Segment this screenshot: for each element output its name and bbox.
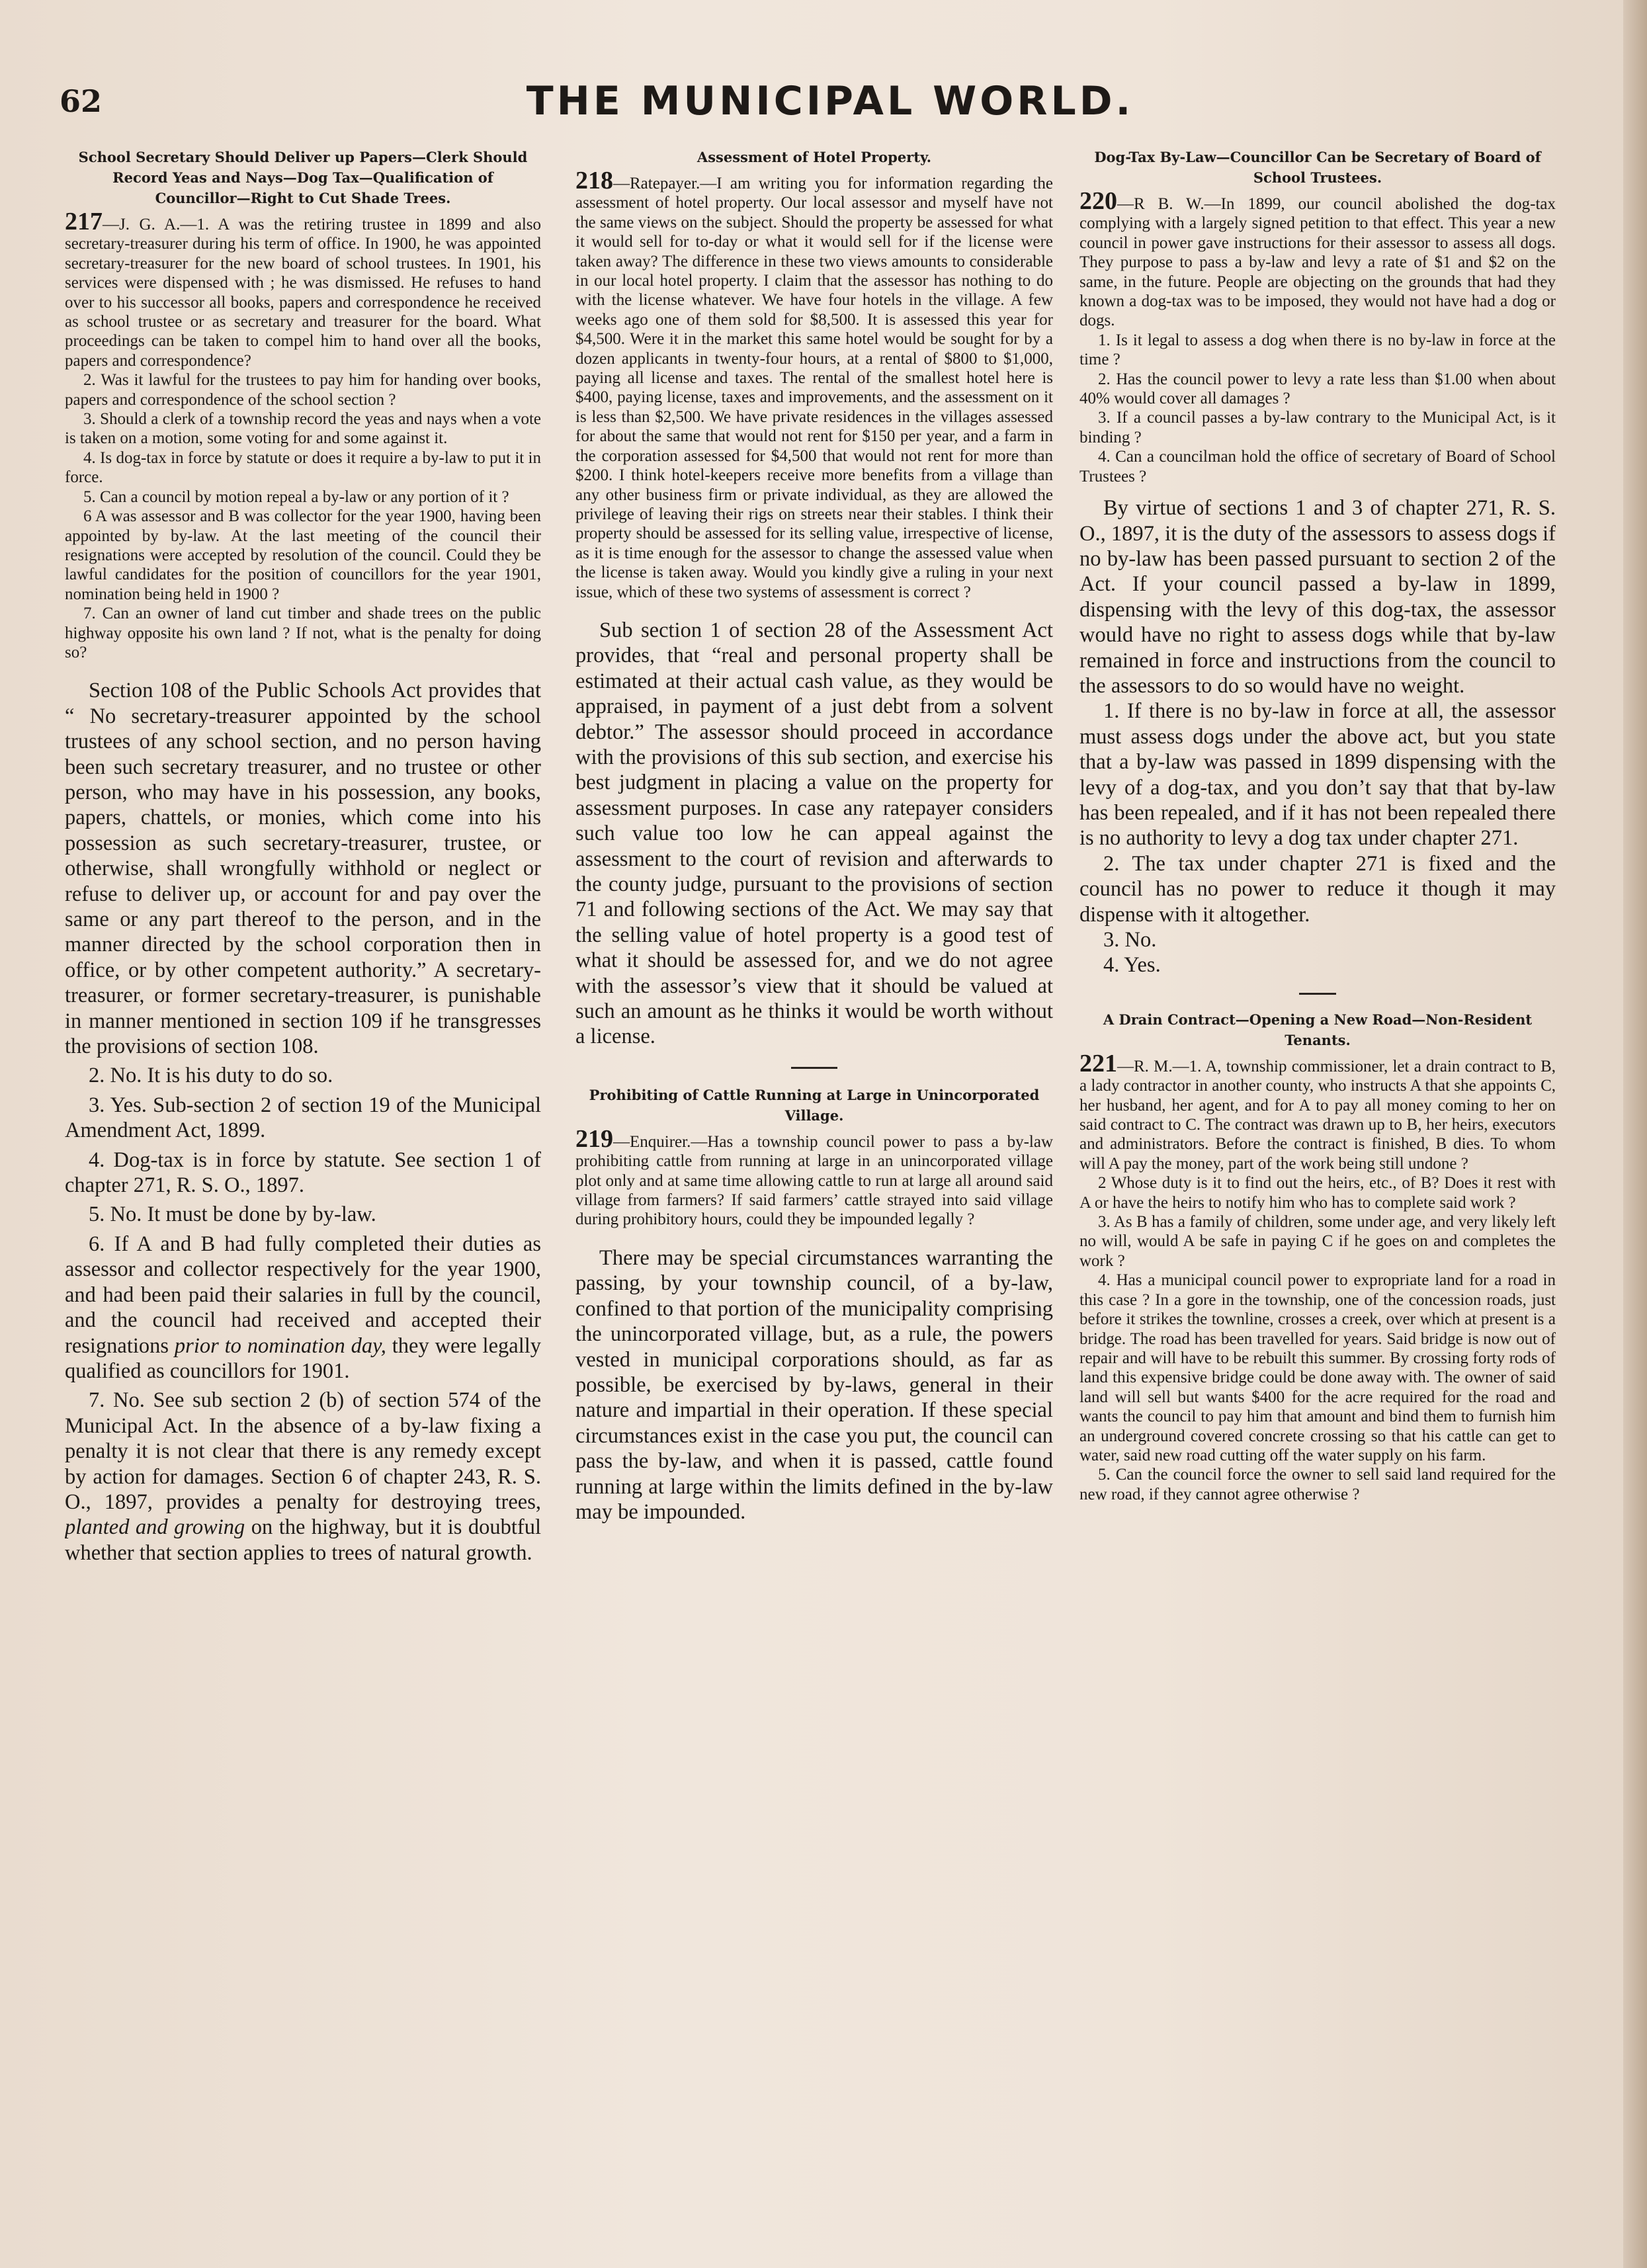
- answer-paragraph: 6. If A and B had fully completed their duties as assessor and collector respectively for the year 1900, and had been paid their salaries in full by the council, and the council had received and accepted their resignations prior to nomination day, they were legally qualified as councillors for 1901.: [65, 1232, 541, 1383]
- question-paragraph: 219—Enquirer.—Has a township council power to pass a by-law prohibiting cattle from running at large in an unincorporated village plot only and at same time allowing cattle to run at large all around said village from farmers? If said farmers’ cattle strayed into said village during prohibitory hours, could they be impounded legally ?: [575, 1124, 1053, 1229]
- question-paragraph: 2. Has the council power to levy a rate less than $1.00 when about 40% would cover all damages ?: [1079, 370, 1556, 408]
- question-paragraph: 6 A was assessor and B was collector for the year 1900, having been appointed by by-law. At the last meeting of the council their resignations were accepted by resolution of the council. Could they be lawful candidates for the position of councillors for the year 1901, nomination being held in 1900 ?: [65, 507, 541, 603]
- question-paragraph: 5. Can the council force the owner to sell said land required for the new road, if they cannot agree otherwise ?: [1079, 1466, 1556, 1503]
- question-number: 219: [575, 1124, 613, 1153]
- emphasis-text: prior to nomination day,: [174, 1333, 386, 1358]
- question-paragraph: 3. If a council passes a by-law contrary to the Municipal Act, is it binding ?: [1079, 409, 1556, 446]
- journal-title: THE MUNICIPAL WORLD.: [526, 78, 1134, 124]
- article-heading: A Drain Contract—Opening a New Road—Non-Resident Tenants.: [1103, 1011, 1533, 1048]
- question-paragraph: 2. Was it lawful for the trustees to pay him for handing over books, papers and correspondence of the school section ?: [65, 371, 541, 409]
- answer-paragraph: 7. No. See sub section 2 (b) of section 574 of the Municipal Act. In the absence of a by-law fixing a penalty it is not clear that there is any remedy except by action for damages. Section 6 of chapter 243, R. S. O., 1897, provides a penalty for destroying trees, planted and growing on the highway, but it is doubtful whether that section applies to trees of natural growth.: [65, 1388, 541, 1565]
- question-number: 217: [65, 208, 103, 235]
- column-1: [65, 147, 541, 1566]
- column-2: [575, 147, 1053, 1525]
- answer-paragraph: Sub section 1 of section 28 of the Assessment Act provides, that “real and personal property shall be estimated at their actual cash value, as they would be appraised, in payment of a just debt from a solvent debtor.” The assessor should proceed in accordance with the provisions of this sub section, and exercise his best judgment in placing a value on the property for assessment purposes. In case any ratepayer considers such value too low he can appeal against the assessment to the court of revision and afterwards to the county judge, pursuant to the provisions of section 71 and following sections of the Act. We may say that the selling value of hotel property is a good test of what it should be assessed for, and we do not agree with the assessor’s view that it should be valued at such an amount as he thinks it would be worth without a license.: [575, 618, 1053, 1049]
- question-number: 218: [575, 167, 613, 194]
- question-paragraph: 4. Can a councilman hold the office of secretary of Board of School Trustees ?: [1079, 448, 1556, 485]
- question-paragraph: 5. Can a council by motion repeal a by-law or any portion of it ?: [83, 487, 509, 506]
- answer-paragraph: 3. Yes. Sub-section 2 of section 19 of the Municipal Amendment Act, 1899.: [65, 1093, 541, 1143]
- column-3: [1079, 147, 1556, 1504]
- article-heading: Dog-Tax By-Law—Councillor Can be Secretary of Board of School Trustees.: [1094, 149, 1541, 186]
- answer-paragraph: 5. No. It must be done by by-law.: [89, 1202, 376, 1227]
- question-paragraph: 220—R B. W.—In 1899, our council abolished the dog-tax complying with a largely signed petition to that effect. This year a new council in power gave instructions for their assessor to assess all dogs. They purpose to pass a by-law and levy a rate of $1 and $2 on the same, in the future. People are objecting on the grounds that had they known a dog-tax was to be imposed, they would not have had a dog or dogs.: [1079, 187, 1556, 330]
- section-divider: [1299, 993, 1336, 995]
- answer-paragraph: 2. No. It is his duty to do so.: [89, 1064, 333, 1088]
- question-number: 221: [1079, 1049, 1117, 1077]
- article-heading: Prohibiting of Cattle Running at Large in Unincorporated Village.: [589, 1086, 1040, 1124]
- answer-paragraph: 1. If there is no by-law in force at all, the assessor must assess dogs under the above act, but you state that a by-law was passed in 1899 dispensing with the levy of a dog-tax, and you don’t say that that by-law has been repealed, and if it has not been repealed there is no authority to levy a dog tax under chapter 271.: [1079, 699, 1556, 851]
- question-paragraph: 217—J. G. A.—1. A was the retiring trustee in 1899 and also secretary-treasurer during his term of office. In 1900, he was appointed secretary-treasurer for the new board of school trustees. In 1901, his services were dispensed with ; he was dismissed. He refuses to hand over to his successor all books, papers and correspondence he received as school trustee or as secretary and treasurer for the board. What proceedings can be taken to compel him to hand over all the books, papers and correspondence?: [65, 208, 541, 370]
- question-paragraph: 4. Has a municipal council power to expropriate land for a road in this case ? In a gore in the township, one of the concession roads, just before it strikes the townline, crosses a creek, over which at present is a bridge. The road has been travelled for years. Said bridge is now out of repair and will have to be rebuilt this summer. By crossing forty rods of land this expensive bridge could be done away with. The owner of said land will sell but wants $400 for the acre required for the road and wants the council to pay him that amount and bind them to furnish him an underground covered concrete crossing so that his cattle can get to water, said new road cutting off the water supply on his farm.: [1079, 1271, 1556, 1464]
- answer-paragraph: 4. Dog-tax is in force by statute. See section 1 of chapter 271, R. S. O., 1897.: [65, 1148, 541, 1198]
- page-edge-shadow: [1623, 0, 1647, 2268]
- answer-paragraph: By virtue of sections 1 and 3 of chapter 271, R. S. O., 1897, it is the duty of the assessors to assess dogs if no by-law has been passed pursuant to section 2 of the Act. If your council passed a by-law in 1899, dispensing with the levy of this dog-tax, the assessor would have no right to assess dogs while that by-law remained in force and instructions from the council to the assessors to do so would have no weight.: [1079, 496, 1556, 698]
- question-paragraph: 221—R. M.—1. A, township commissioner, let a drain contract to B, a lady contractor in another county, who instructs A that she appoints C, her husband, her agent, and for A to pay all money coming to her on said contract to C. The contract was drawn up to B, her heirs, executors and administrators. Before the contract is finished, B dies. To whom will A pay the money, part of the work being still undone ?: [1079, 1049, 1556, 1173]
- article-heading: Assessment of Hotel Property.: [697, 149, 932, 165]
- answer-paragraph: Section 108 of the Public Schools Act provides that “ No secretary-treasurer appointed by the school trustees of any school section, and no person having been such secretary treasurer, and no trustee or other person, who may have in his possession, any books, papers, chattels, or monies, which come into his possession as such secretary-treasurer, trustee, or otherwise, shall wrongfully withhold or neglect or refuse to deliver up, or account for and pay over the same or any part thereof to the person, and in the manner directed by the school corporation then in office, or by other competent authority.” A secretary-treasurer, or former secretary-treasurer, is punishable in manner mentioned in section 109 if he transgresses the provisions of section 108.: [65, 679, 541, 1059]
- section-divider: [791, 1067, 837, 1069]
- answer-paragraph: There may be special circumstances warranting the passing, by your township council, of a by-law, confined to that portion of the municipality comprising the unincorporated village, but, as a rule, the powers vested in municipal corporations should, as far as possible, be exercised by by-laws, general in their nature and impartial in their operation. If these special circumstances exist in the case you put, the council can pass the by-law, and when it is passed, cattle found running at large within the limits defined in the by-law may be impounded.: [575, 1245, 1053, 1524]
- answer-paragraph: 4. Yes.: [1103, 953, 1161, 978]
- question-paragraph: 218—Ratepayer.—I am writing you for information regarding the assessment of hotel property. Our local assessor and myself have not the same views on the subject. Should the property be assessed for what it would sell for to-day or what it would sell for if the license were taken away? The difference in these two views amounts to considerable in our local hotel property. I claim that the assessor has nothing to do with the license whatever. We have four hotels in the village. A few weeks ago one of them sold for $8,500. It is assessed this year for $4,500. Were it in the market this same hotel would be sought for by a dozen applicants in twenty-four hours, at a rental of $800 to $1,000, paying all license and taxes. The rental of the smallest hotel here is $400, paying license, taxes and improvements, and the assessment on it is less than $2,500. We have private residences in the villages assessed for about the same that would not rent for $150 per year, and a farm in the corporation assessed for $4,500 that would not rent for more than $200. I think hotel-keepers receive more benefits from a village than any other business firm or private individual, as they are allowed the privilege of leaving their rigs on streets near their stables. I think their property should be assessed for its selling value, irrespective of license, as it is time enough for the assessor to change the assessed value when the license is taken away. Would you kindly give a ruling in your next issue, which of these two systems of assessment is correct ?: [575, 167, 1053, 601]
- page-number: 62: [60, 83, 103, 119]
- question-number: 220: [1079, 187, 1117, 215]
- article-heading: School Secretary Should Deliver up Papers—Clerk Should Record Yeas and Nays—Dog Tax—Qualification of Councillor—Right to Cut Shade Trees.: [78, 149, 528, 206]
- emphasis-text: planted and growing: [65, 1515, 245, 1540]
- question-paragraph: 2 Whose duty is it to find out the heirs, etc., of B? Does it rest with A or have the heirs to notify him who has to complete said work ?: [1079, 1174, 1556, 1212]
- question-paragraph: 3. As B has a family of children, some under age, and very likely left no will, would A be safe in paying C if he goes on and completes the work ?: [1079, 1213, 1556, 1270]
- question-paragraph: 7. Can an owner of land cut timber and shade trees on the public highway opposite his own land ? If not, what is the penalty for doing so?: [65, 605, 541, 661]
- answer-paragraph: 3. No.: [1103, 928, 1157, 952]
- question-paragraph: 1. Is it legal to assess a dog when there is no by-law in force at the time ?: [1079, 331, 1556, 369]
- question-paragraph: 3. Should a clerk of a township record the yeas and nays when a vote is taken on a motion, some voting for and some against it.: [65, 410, 541, 448]
- question-paragraph: 4. Is dog-tax in force by statute or does it require a by-law to put it in force.: [65, 448, 541, 487]
- answer-paragraph: 2. The tax under chapter 271 is fixed and the council has no power to reduce it though it may dispense with it altogether.: [1079, 851, 1556, 927]
- page-header: [60, 78, 1601, 131]
